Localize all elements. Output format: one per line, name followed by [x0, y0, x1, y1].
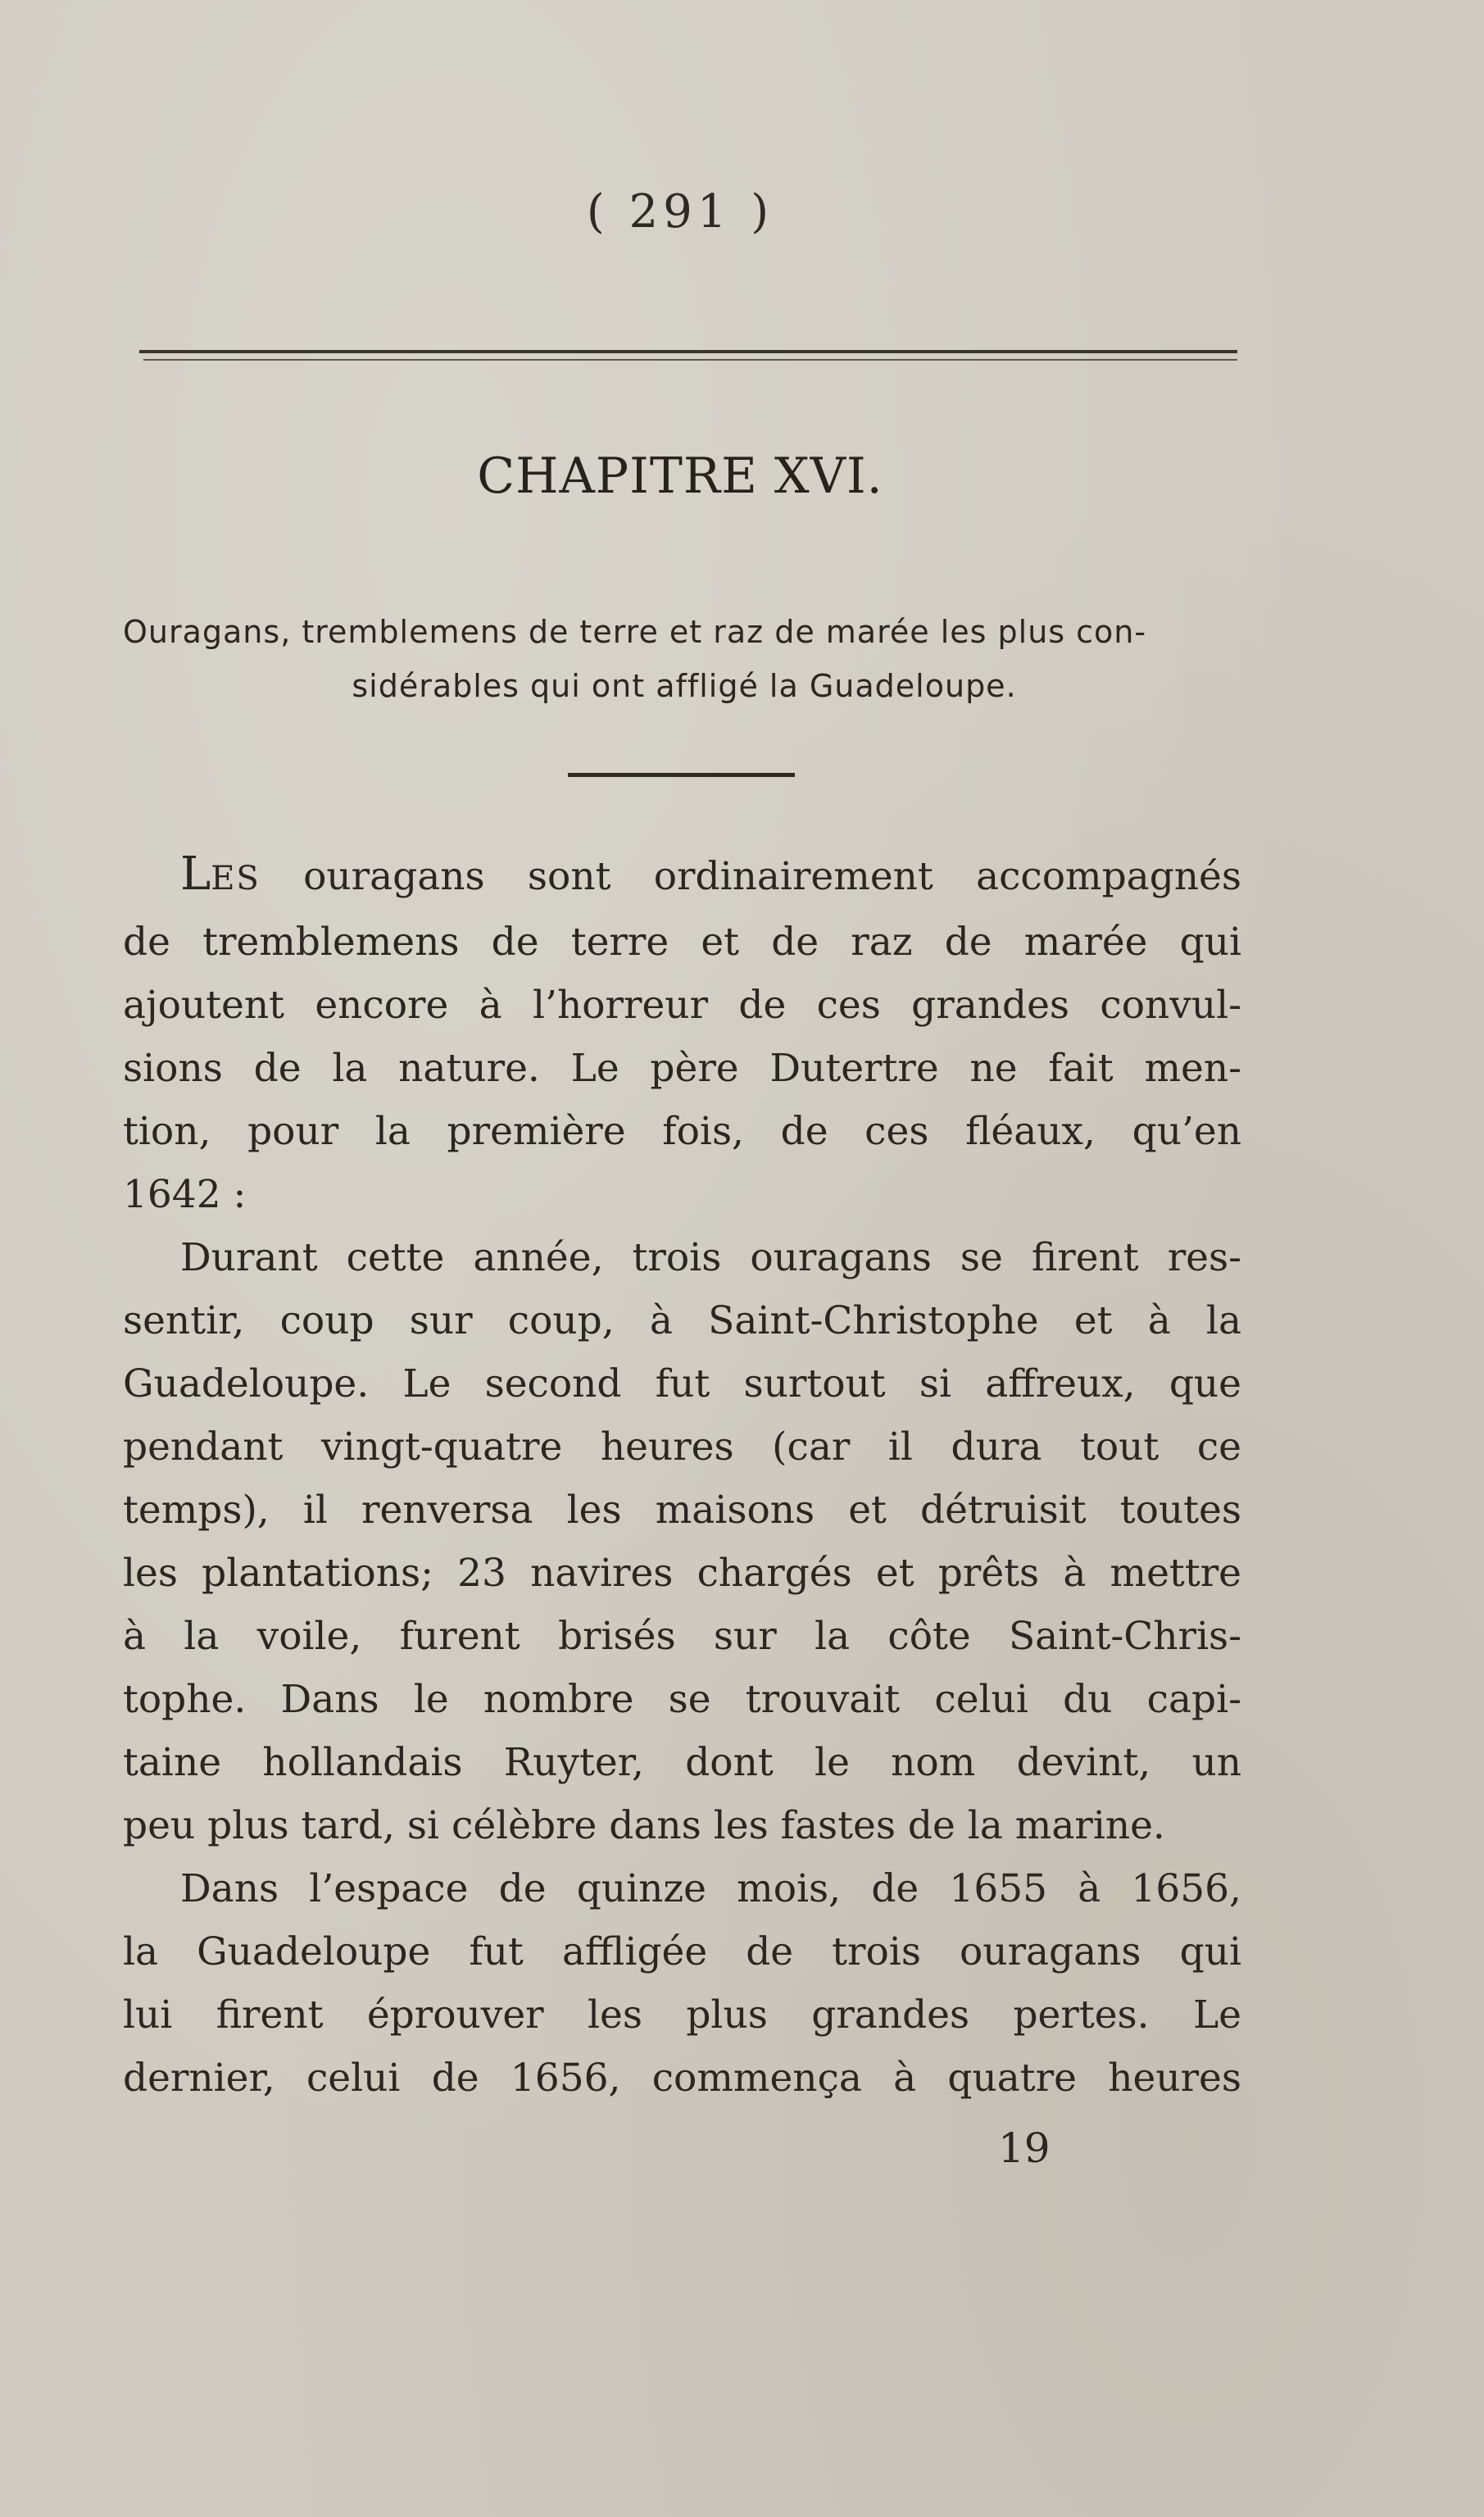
text-line: à la voile, furent brisés sur la côte Saint-Chris-: [123, 1614, 1241, 1659]
text-line: Durant cette année, trois ouragans se firent res-: [180, 1235, 1241, 1280]
page-number: ( 291 ): [586, 185, 774, 239]
text-line: sions de la nature. Le père Dutertre ne fait men-: [123, 1046, 1241, 1091]
text-line: 1642 :: [123, 1172, 247, 1217]
text-line: sentir, coup sur coup, à Saint-Christophe et à la: [123, 1298, 1241, 1343]
text-line: [123, 843, 1241, 911]
text-fragment: ouragans sont ordinairement accompagnés: [260, 854, 1241, 899]
chapter-title: CHAPITRE XVI.: [477, 448, 883, 505]
text-line: temps), il renversa les maisons et détruisit toutes: [123, 1488, 1241, 1533]
signature-mark: 19: [998, 2124, 1051, 2172]
subtitle-line: sidérables qui ont affligé la Guadeloupe.: [352, 668, 1017, 704]
text-line: Dans l’espace de quinze mois, de 1655 à 1656,: [180, 1866, 1241, 1911]
subtitle-line: Ouragans, tremblemens de terre et raz de marée les plus con-: [123, 614, 1147, 650]
text-line: tion, pour la première fois, de ces fléaux, qu’en: [123, 1109, 1241, 1154]
header-rule-thin: [143, 359, 1237, 361]
chapter-subtitle: [123, 605, 1246, 713]
text-line: taine hollandais Ruyter, dont le nom devint, un: [123, 1740, 1241, 1785]
text-line: tophe. Dans le nombre se trouvait celui du capi-: [123, 1677, 1241, 1722]
smallcaps-text: ES: [211, 860, 261, 897]
text-line: de tremblemens de terre et de raz de marée qui: [123, 920, 1241, 965]
section-divider: [568, 773, 795, 777]
header-rule-thick: [139, 350, 1237, 353]
text-line: la Guadeloupe fut affligée de trois ouragans qui: [123, 1929, 1241, 1974]
dropcap-letter: L: [180, 847, 211, 901]
text-line: lui firent éprouver les plus grandes pertes. Le: [123, 1992, 1241, 2038]
text-line: peu plus tard, si célèbre dans les fastes de la marine.: [123, 1803, 1165, 1848]
body-text: [123, 843, 1241, 2110]
text-line: dernier, celui de 1656, commença à quatre heures: [123, 2056, 1241, 2101]
text-line: ajoutent encore à l’horreur de ces grandes convul-: [123, 983, 1241, 1028]
text-line: pendant vingt-quatre heures (car il dura tout ce: [123, 1424, 1241, 1470]
text-line: les plantations; 23 navires chargés et prêts à mettre: [123, 1551, 1241, 1596]
text-line: Guadeloupe. Le second fut surtout si affreux, que: [123, 1361, 1241, 1406]
